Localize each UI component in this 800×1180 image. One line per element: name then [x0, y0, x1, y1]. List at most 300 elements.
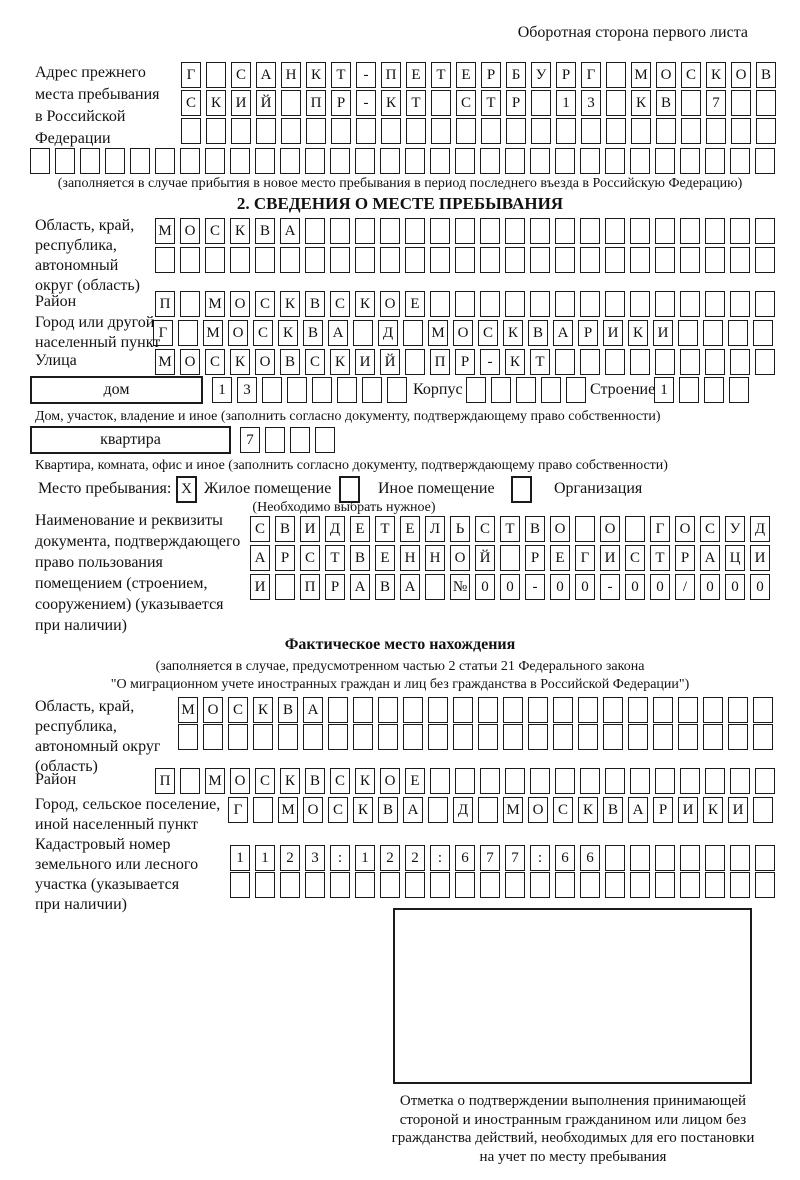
char-cell[interactable]: 6 — [455, 845, 475, 871]
char-cell[interactable]: У — [531, 62, 551, 88]
char-cell[interactable] — [605, 247, 625, 273]
char-cell[interactable] — [353, 320, 373, 346]
char-cell[interactable]: О — [453, 320, 473, 346]
char-cell[interactable]: К — [278, 320, 298, 346]
char-cell[interactable] — [430, 148, 450, 174]
char-cell[interactable] — [281, 90, 301, 116]
char-cell[interactable] — [381, 118, 401, 144]
char-cell[interactable]: О — [675, 516, 695, 542]
char-cell[interactable] — [606, 62, 626, 88]
char-cell[interactable] — [180, 291, 200, 317]
char-cell[interactable] — [630, 218, 650, 244]
char-cell[interactable]: А — [328, 320, 348, 346]
char-cell[interactable] — [730, 845, 750, 871]
char-cell[interactable]: : — [430, 845, 450, 871]
char-cell[interactable] — [630, 247, 650, 273]
char-cell[interactable]: Т — [375, 516, 395, 542]
char-cell[interactable]: С — [700, 516, 720, 542]
char-cell[interactable] — [566, 377, 586, 403]
char-cell[interactable] — [755, 291, 775, 317]
char-cell[interactable] — [405, 218, 425, 244]
char-cell[interactable] — [630, 349, 650, 375]
char-cell[interactable] — [653, 724, 673, 750]
char-cell[interactable] — [305, 148, 325, 174]
char-cell[interactable] — [362, 377, 382, 403]
char-cell[interactable] — [580, 148, 600, 174]
char-cell[interactable] — [455, 291, 475, 317]
char-cell[interactable] — [430, 218, 450, 244]
char-cell[interactable] — [680, 872, 700, 898]
char-cell[interactable] — [280, 148, 300, 174]
char-cell[interactable] — [655, 218, 675, 244]
char-cell[interactable]: О — [203, 697, 223, 723]
char-cell[interactable]: 0 — [575, 574, 595, 600]
char-cell[interactable] — [430, 872, 450, 898]
char-cell[interactable] — [355, 247, 375, 273]
char-cell[interactable] — [290, 427, 310, 453]
char-cell[interactable] — [556, 118, 576, 144]
char-cell[interactable] — [405, 872, 425, 898]
char-cell[interactable]: О — [600, 516, 620, 542]
char-cell[interactable]: К — [280, 291, 300, 317]
char-cell[interactable]: С — [625, 545, 645, 571]
char-cell[interactable] — [680, 845, 700, 871]
char-cell[interactable] — [728, 724, 748, 750]
char-cell[interactable]: М — [631, 62, 651, 88]
stay-type-checkbox-organization[interactable] — [511, 476, 532, 503]
char-cell[interactable]: 3 — [305, 845, 325, 871]
char-cell[interactable]: К — [230, 349, 250, 375]
char-cell[interactable]: М — [203, 320, 223, 346]
char-cell[interactable] — [380, 218, 400, 244]
char-cell[interactable] — [355, 148, 375, 174]
char-cell[interactable] — [580, 872, 600, 898]
char-cell[interactable] — [455, 872, 475, 898]
char-cell[interactable] — [730, 349, 750, 375]
char-cell[interactable] — [287, 377, 307, 403]
char-cell[interactable] — [630, 291, 650, 317]
char-cell[interactable]: 1 — [255, 845, 275, 871]
char-cell[interactable]: В — [656, 90, 676, 116]
char-cell[interactable]: Е — [456, 62, 476, 88]
char-cell[interactable] — [180, 148, 200, 174]
char-cell[interactable] — [705, 218, 725, 244]
char-cell[interactable]: 3 — [581, 90, 601, 116]
char-cell[interactable]: И — [728, 797, 748, 823]
char-cell[interactable] — [516, 377, 536, 403]
char-cell[interactable]: 0 — [625, 574, 645, 600]
char-cell[interactable]: 0 — [725, 574, 745, 600]
char-cell[interactable]: И — [300, 516, 320, 542]
char-cell[interactable] — [403, 697, 423, 723]
char-cell[interactable]: Г — [650, 516, 670, 542]
char-cell[interactable] — [606, 90, 626, 116]
char-cell[interactable] — [578, 697, 598, 723]
char-cell[interactable]: - — [600, 574, 620, 600]
char-cell[interactable] — [478, 724, 498, 750]
char-cell[interactable] — [455, 148, 475, 174]
char-cell[interactable]: В — [275, 516, 295, 542]
char-cell[interactable] — [355, 872, 375, 898]
char-cell[interactable] — [280, 872, 300, 898]
char-cell[interactable] — [230, 247, 250, 273]
char-cell[interactable]: 0 — [475, 574, 495, 600]
char-cell[interactable]: Г — [581, 62, 601, 88]
char-cell[interactable]: К — [631, 90, 651, 116]
char-cell[interactable] — [505, 768, 525, 794]
char-cell[interactable] — [531, 90, 551, 116]
char-cell[interactable]: В — [375, 574, 395, 600]
char-cell[interactable] — [679, 377, 699, 403]
char-cell[interactable]: И — [603, 320, 623, 346]
char-cell[interactable] — [305, 872, 325, 898]
char-cell[interactable] — [303, 724, 323, 750]
char-cell[interactable] — [205, 148, 225, 174]
char-cell[interactable] — [728, 697, 748, 723]
char-cell[interactable] — [678, 697, 698, 723]
char-cell[interactable] — [275, 574, 295, 600]
char-cell[interactable] — [530, 148, 550, 174]
char-cell[interactable] — [530, 218, 550, 244]
char-cell[interactable] — [756, 90, 776, 116]
stay-type-checkbox-other[interactable] — [339, 476, 360, 503]
char-cell[interactable] — [625, 516, 645, 542]
char-cell[interactable] — [705, 845, 725, 871]
char-cell[interactable] — [605, 148, 625, 174]
char-cell[interactable]: 7 — [240, 427, 260, 453]
char-cell[interactable]: А — [250, 545, 270, 571]
char-cell[interactable] — [455, 768, 475, 794]
char-cell[interactable] — [680, 349, 700, 375]
char-cell[interactable]: В — [278, 697, 298, 723]
char-cell[interactable] — [403, 724, 423, 750]
char-cell[interactable] — [580, 291, 600, 317]
char-cell[interactable] — [580, 247, 600, 273]
char-cell[interactable]: Т — [431, 62, 451, 88]
char-cell[interactable]: К — [230, 218, 250, 244]
char-cell[interactable] — [530, 872, 550, 898]
char-cell[interactable]: К — [628, 320, 648, 346]
char-cell[interactable] — [530, 247, 550, 273]
char-cell[interactable] — [578, 724, 598, 750]
char-cell[interactable] — [505, 247, 525, 273]
char-cell[interactable]: С — [478, 320, 498, 346]
char-cell[interactable]: К — [306, 62, 326, 88]
char-cell[interactable] — [278, 724, 298, 750]
char-cell[interactable]: Й — [256, 90, 276, 116]
char-cell[interactable]: Е — [375, 545, 395, 571]
char-cell[interactable]: К — [280, 768, 300, 794]
char-cell[interactable] — [680, 768, 700, 794]
char-cell[interactable]: С — [475, 516, 495, 542]
char-cell[interactable]: С — [228, 697, 248, 723]
char-cell[interactable] — [730, 291, 750, 317]
char-cell[interactable]: С — [681, 62, 701, 88]
char-cell[interactable] — [655, 872, 675, 898]
char-cell[interactable]: К — [381, 90, 401, 116]
char-cell[interactable] — [380, 872, 400, 898]
char-cell[interactable]: Ц — [725, 545, 745, 571]
char-cell[interactable]: № — [450, 574, 470, 600]
char-cell[interactable]: Р — [675, 545, 695, 571]
char-cell[interactable]: Н — [425, 545, 445, 571]
char-cell[interactable]: П — [430, 349, 450, 375]
char-cell[interactable]: О — [528, 797, 548, 823]
char-cell[interactable] — [731, 90, 751, 116]
char-cell[interactable]: : — [330, 845, 350, 871]
char-cell[interactable]: П — [381, 62, 401, 88]
char-cell[interactable]: О — [180, 218, 200, 244]
char-cell[interactable]: Й — [475, 545, 495, 571]
char-cell[interactable] — [500, 545, 520, 571]
char-cell[interactable]: - — [356, 62, 376, 88]
char-cell[interactable] — [680, 218, 700, 244]
char-cell[interactable]: В — [305, 768, 325, 794]
char-cell[interactable] — [628, 724, 648, 750]
char-cell[interactable]: В — [305, 291, 325, 317]
char-cell[interactable]: К — [703, 797, 723, 823]
char-cell[interactable] — [178, 320, 198, 346]
char-cell[interactable] — [330, 872, 350, 898]
char-cell[interactable]: Р — [481, 62, 501, 88]
char-cell[interactable] — [378, 697, 398, 723]
char-cell[interactable] — [653, 697, 673, 723]
char-cell[interactable]: В — [603, 797, 623, 823]
char-cell[interactable] — [580, 768, 600, 794]
char-cell[interactable] — [430, 291, 450, 317]
char-cell[interactable] — [306, 118, 326, 144]
char-cell[interactable] — [655, 148, 675, 174]
char-cell[interactable]: 6 — [555, 845, 575, 871]
char-cell[interactable] — [428, 697, 448, 723]
char-cell[interactable] — [380, 247, 400, 273]
char-cell[interactable] — [453, 724, 473, 750]
char-cell[interactable]: Р — [578, 320, 598, 346]
char-cell[interactable] — [605, 349, 625, 375]
char-cell[interactable]: Т — [500, 516, 520, 542]
char-cell[interactable] — [730, 247, 750, 273]
char-cell[interactable]: В — [525, 516, 545, 542]
char-cell[interactable]: Е — [550, 545, 570, 571]
char-cell[interactable]: Р — [525, 545, 545, 571]
char-cell[interactable]: О — [656, 62, 676, 88]
char-cell[interactable]: М — [278, 797, 298, 823]
char-cell[interactable] — [655, 349, 675, 375]
char-cell[interactable] — [405, 349, 425, 375]
char-cell[interactable] — [555, 768, 575, 794]
char-cell[interactable] — [503, 724, 523, 750]
char-cell[interactable] — [555, 872, 575, 898]
char-cell[interactable]: Н — [281, 62, 301, 88]
char-cell[interactable]: И — [750, 545, 770, 571]
char-cell[interactable]: К — [253, 697, 273, 723]
char-cell[interactable] — [265, 427, 285, 453]
char-cell[interactable]: А — [700, 545, 720, 571]
char-cell[interactable] — [630, 148, 650, 174]
char-cell[interactable]: И — [600, 545, 620, 571]
char-cell[interactable] — [606, 118, 626, 144]
char-cell[interactable] — [705, 291, 725, 317]
char-cell[interactable]: 1 — [654, 377, 674, 403]
char-cell[interactable]: С — [205, 349, 225, 375]
char-cell[interactable]: Г — [228, 797, 248, 823]
char-cell[interactable]: И — [250, 574, 270, 600]
char-cell[interactable] — [753, 797, 773, 823]
char-cell[interactable] — [603, 697, 623, 723]
char-cell[interactable]: О — [550, 516, 570, 542]
char-cell[interactable] — [755, 349, 775, 375]
char-cell[interactable]: О — [230, 768, 250, 794]
char-cell[interactable]: И — [653, 320, 673, 346]
char-cell[interactable]: П — [306, 90, 326, 116]
char-cell[interactable] — [755, 768, 775, 794]
char-cell[interactable] — [480, 148, 500, 174]
char-cell[interactable] — [355, 218, 375, 244]
char-cell[interactable] — [337, 377, 357, 403]
char-cell[interactable] — [528, 724, 548, 750]
char-cell[interactable]: М — [205, 291, 225, 317]
char-cell[interactable] — [480, 247, 500, 273]
char-cell[interactable] — [731, 118, 751, 144]
char-cell[interactable]: К — [206, 90, 226, 116]
char-cell[interactable] — [703, 697, 723, 723]
char-cell[interactable]: Л — [425, 516, 445, 542]
char-cell[interactable]: О — [380, 768, 400, 794]
char-cell[interactable]: В — [280, 349, 300, 375]
char-cell[interactable]: Т — [325, 545, 345, 571]
char-cell[interactable] — [281, 118, 301, 144]
char-cell[interactable]: И — [231, 90, 251, 116]
char-cell[interactable]: Б — [506, 62, 526, 88]
char-cell[interactable] — [630, 872, 650, 898]
char-cell[interactable] — [206, 62, 226, 88]
char-cell[interactable] — [605, 845, 625, 871]
char-cell[interactable]: К — [706, 62, 726, 88]
char-cell[interactable] — [655, 768, 675, 794]
char-cell[interactable] — [356, 118, 376, 144]
char-cell[interactable] — [480, 872, 500, 898]
char-cell[interactable] — [703, 724, 723, 750]
char-cell[interactable]: О — [230, 291, 250, 317]
char-cell[interactable] — [305, 247, 325, 273]
char-cell[interactable]: 7 — [706, 90, 726, 116]
char-cell[interactable]: О — [450, 545, 470, 571]
char-cell[interactable] — [505, 218, 525, 244]
char-cell[interactable] — [655, 247, 675, 273]
char-cell[interactable] — [30, 148, 50, 174]
char-cell[interactable] — [680, 148, 700, 174]
char-cell[interactable]: Р — [325, 574, 345, 600]
char-cell[interactable] — [656, 118, 676, 144]
char-cell[interactable]: К — [355, 768, 375, 794]
char-cell[interactable] — [387, 377, 407, 403]
char-cell[interactable] — [555, 291, 575, 317]
char-cell[interactable] — [203, 724, 223, 750]
char-cell[interactable] — [541, 377, 561, 403]
char-cell[interactable] — [478, 797, 498, 823]
char-cell[interactable]: С — [553, 797, 573, 823]
char-cell[interactable] — [506, 118, 526, 144]
char-cell[interactable]: Р — [556, 62, 576, 88]
char-cell[interactable]: С — [456, 90, 476, 116]
char-cell[interactable]: Г — [575, 545, 595, 571]
char-cell[interactable] — [405, 148, 425, 174]
char-cell[interactable]: Е — [350, 516, 370, 542]
char-cell[interactable]: К — [353, 797, 373, 823]
char-cell[interactable]: Т — [530, 349, 550, 375]
char-cell[interactable]: О — [228, 320, 248, 346]
char-cell[interactable] — [753, 320, 773, 346]
char-cell[interactable]: 7 — [505, 845, 525, 871]
char-cell[interactable]: 0 — [500, 574, 520, 600]
char-cell[interactable]: В — [378, 797, 398, 823]
char-cell[interactable] — [312, 377, 332, 403]
char-cell[interactable]: У — [725, 516, 745, 542]
char-cell[interactable]: А — [303, 697, 323, 723]
char-cell[interactable] — [430, 247, 450, 273]
char-cell[interactable]: 0 — [750, 574, 770, 600]
stay-type-checkbox-residential[interactable]: X — [176, 476, 197, 503]
char-cell[interactable] — [328, 724, 348, 750]
char-cell[interactable]: Т — [650, 545, 670, 571]
char-cell[interactable]: А — [400, 574, 420, 600]
char-cell[interactable]: Д — [378, 320, 398, 346]
char-cell[interactable]: Е — [405, 768, 425, 794]
char-cell[interactable] — [730, 872, 750, 898]
char-cell[interactable] — [730, 148, 750, 174]
char-cell[interactable] — [553, 697, 573, 723]
char-cell[interactable] — [704, 377, 724, 403]
char-cell[interactable]: А — [280, 218, 300, 244]
char-cell[interactable]: 2 — [280, 845, 300, 871]
char-cell[interactable] — [703, 320, 723, 346]
char-cell[interactable]: К — [503, 320, 523, 346]
char-cell[interactable] — [575, 516, 595, 542]
char-cell[interactable] — [605, 768, 625, 794]
char-cell[interactable] — [555, 247, 575, 273]
char-cell[interactable] — [505, 872, 525, 898]
char-cell[interactable] — [580, 349, 600, 375]
char-cell[interactable]: 0 — [700, 574, 720, 600]
char-cell[interactable] — [430, 768, 450, 794]
char-cell[interactable] — [705, 349, 725, 375]
char-cell[interactable] — [655, 291, 675, 317]
char-cell[interactable]: В — [255, 218, 275, 244]
char-cell[interactable] — [480, 218, 500, 244]
char-cell[interactable] — [180, 247, 200, 273]
char-cell[interactable]: А — [403, 797, 423, 823]
char-cell[interactable] — [755, 247, 775, 273]
char-cell[interactable]: О — [180, 349, 200, 375]
char-cell[interactable] — [425, 574, 445, 600]
char-cell[interactable] — [353, 724, 373, 750]
char-cell[interactable] — [453, 697, 473, 723]
char-cell[interactable] — [178, 724, 198, 750]
char-cell[interactable]: 6 — [580, 845, 600, 871]
char-cell[interactable]: 2 — [380, 845, 400, 871]
char-cell[interactable]: О — [255, 349, 275, 375]
char-cell[interactable]: К — [355, 291, 375, 317]
char-cell[interactable] — [262, 377, 282, 403]
char-cell[interactable]: С — [205, 218, 225, 244]
char-cell[interactable]: О — [731, 62, 751, 88]
char-cell[interactable] — [230, 148, 250, 174]
char-cell[interactable] — [680, 291, 700, 317]
char-cell[interactable] — [155, 247, 175, 273]
char-cell[interactable]: / — [675, 574, 695, 600]
char-cell[interactable]: О — [380, 291, 400, 317]
char-cell[interactable] — [755, 148, 775, 174]
